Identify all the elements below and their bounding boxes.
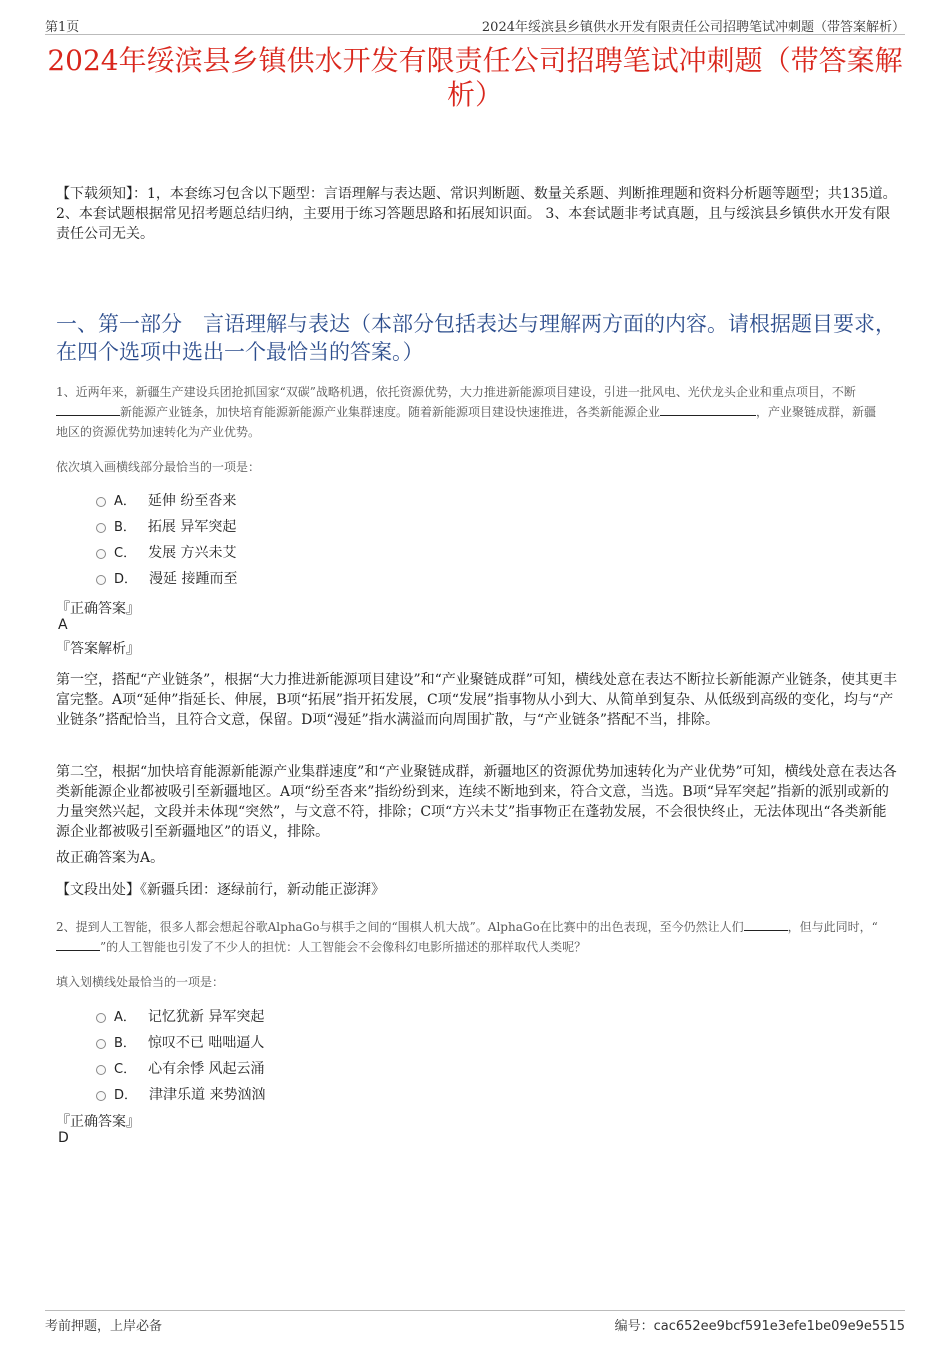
q1-option-c[interactable]: C． 发展 方兴未艾: [96, 542, 237, 568]
q2-answer-label: 『正确答案』: [56, 1114, 140, 1130]
question-1-stem: [56, 382, 888, 442]
q1-answer: A: [58, 617, 68, 633]
q1-analysis-para-2: 第二空，根据“加快培育能源新能源产业集群速度”和“产业聚链成群，新疆地区的资源优势加速转化为产业优势”可知，横线处意在表达各类新能源企业都被吸引至新疆地区。A项“纷至沓来”指纷纷到来，连续不断地到来，符合文意，当选。B项“异军突起”指新的派别或新的力量突然兴起，文段并未体现“突然”，与文意不符，排除；C项“方兴未艾”指事物正在蓬勃发展，不会很快终止，无法体现出“各类新能源企业都被吸引至新疆地区”的语义，排除。: [56, 764, 897, 840]
q1-analysis-label: 『答案解析』: [56, 641, 140, 657]
q2-answer: D: [58, 1130, 69, 1146]
q1-source: 【文段出处】《新疆兵团：逐绿前行，新动能正澎湃》: [56, 882, 385, 898]
page-number: 第1页: [45, 20, 80, 35]
q2-option-c[interactable]: C． 心有余悸 风起云涌: [96, 1058, 265, 1084]
q1-prompt: 依次填入画横线部分最恰当的一项是：: [56, 460, 261, 474]
radio-icon[interactable]: [96, 1013, 106, 1023]
radio-icon[interactable]: [96, 497, 106, 507]
q2-option-b[interactable]: B． 惊叹不已 咄咄逼人: [96, 1032, 265, 1058]
footer-slogan: 考前押题，上岸必备: [45, 1319, 163, 1334]
q2-blank-2: [56, 938, 100, 951]
question-2-stem: [56, 917, 888, 957]
q1-option-b[interactable]: B． 拓展 异军突起: [96, 516, 237, 542]
q2-stem-part-b: ，但与此同时，“: [787, 920, 878, 934]
q1-option-a[interactable]: A． 延伸 纷至沓来: [96, 490, 237, 516]
q2-blank-1: [744, 918, 788, 931]
section-heading: 一、第一部分 言语理解与表达（本部分包括表达与理解两方面的内容。请根据题目要求，在四个选项中选出一个最恰当的答案。）: [56, 312, 896, 364]
q2-option-d[interactable]: D． 津津乐道 来势汹汹: [96, 1084, 265, 1110]
q2-options: [96, 1006, 265, 1110]
radio-icon[interactable]: [96, 1039, 106, 1049]
q1-stem-part-b: 新能源产业链条，加快培育能源新能源产业集群速度。随着新能源项目建设快速推进，各类新能源企业: [120, 405, 661, 419]
q2-stem-part-c: ”的人工智能也引发了不少人的担忧：人工智能会不会像科幻电影所描述的那样取代人类呢？: [100, 940, 587, 954]
q2-prompt: 填入划横线处最恰当的一项是：: [56, 975, 225, 989]
radio-icon[interactable]: [96, 549, 106, 559]
q1-options: [96, 490, 237, 594]
q1-conclusion: 故正确答案为A。: [56, 850, 165, 866]
q1-blank-1: [56, 403, 120, 416]
download-notice: 【下载须知】：1，本套练习包含以下题型：言语理解与表达题、常识判断题、数量关系题、判断推理题和资料分析题等题型；共135道。 2、本套试题根据常见招考题总结归纳，主要用于练习答题思路和拓展知识面。 3、本套试题非考试真题，且与绥滨县乡镇供水开发有限责任公司无关。: [56, 186, 897, 242]
footer-code-value: cac652ee9bcf591e3efe1be09e9e5515: [653, 1319, 905, 1334]
q1-analysis-para-1: 第一空，搭配“产业链条”，根据“大力推进新能源项目建设”和“产业聚链成群”可知，横线处意在表达不断拉长新能源产业链条，使其更丰富完整。A项“延伸”指延长、伸展，B项“拓展”指开拓发展，C项“发展”指事物从小到大、从简单到复杂、从低级到高级的变化，均与“产业链条”搭配恰当，且符合文意，保留。D项“漫延”指水满溢而向周围扩散，与“产业链条”搭配不当，排除。: [56, 672, 897, 728]
footer-code: [615, 1315, 905, 1334]
q1-blank-2: [660, 403, 756, 416]
q1-option-d[interactable]: D． 漫延 接踵而至: [96, 568, 237, 594]
page-header: [45, 14, 905, 35]
q2-option-a[interactable]: A． 记忆犹新 异军突起: [96, 1006, 265, 1032]
header-doc-title: 2024年绥滨县乡镇供水开发有限责任公司招聘笔试冲刺题（带答案解析）: [481, 20, 905, 35]
radio-icon[interactable]: [96, 523, 106, 533]
footer-code-label: 编号：: [614, 1319, 654, 1334]
q1-stem-part-c: ，产业聚链成群，新疆地区的资源优势加速转化为产业优势。: [56, 405, 877, 439]
page-footer: [45, 1310, 905, 1333]
radio-icon[interactable]: [96, 1065, 106, 1075]
radio-icon[interactable]: [96, 1091, 106, 1101]
radio-icon[interactable]: [96, 575, 106, 585]
q1-answer-label: 『正确答案』: [56, 601, 140, 617]
document-title: 2024年绥滨县乡镇供水开发有限责任公司招聘笔试冲刺题（带答案解析）: [47, 44, 903, 111]
q1-stem-part-a: 1、近两年来，新疆生产建设兵团抢抓国家“双碳”战略机遇，依托资源优势，大力推进新能源项目建设，引进一批风电、光伏龙头企业和重点项目，不断: [56, 385, 856, 399]
q2-stem-part-a: 2、提到人工智能，很多人都会想起谷歌AlphaGo与棋手之间的“围棋人机大战”。AlphaGo在比赛中的出色表现，至今仍然让人们: [56, 920, 744, 934]
